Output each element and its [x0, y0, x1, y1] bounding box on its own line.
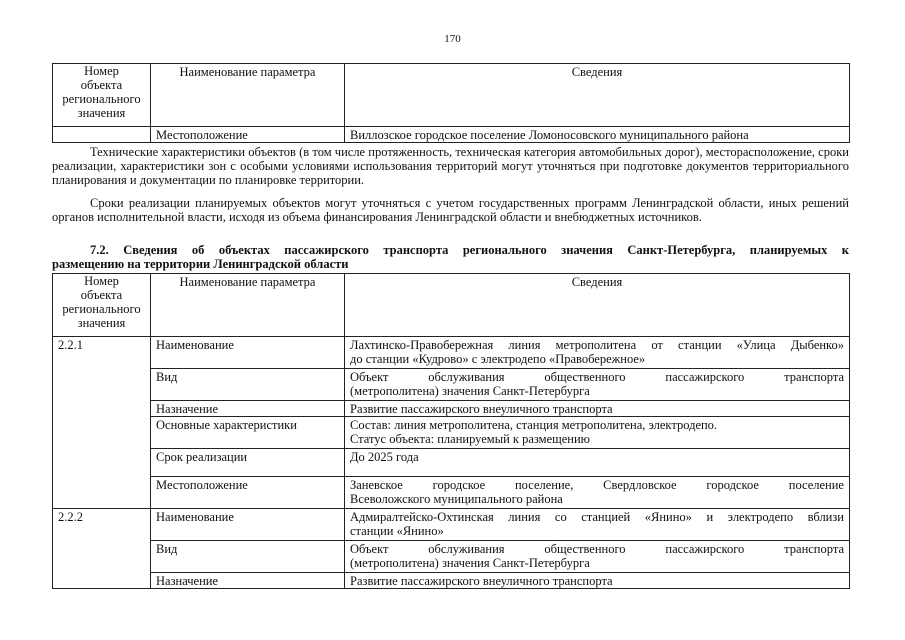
table-row — [53, 337, 850, 369]
table-row — [53, 401, 850, 417]
value-cell: Объект обслуживания общественного пассажирского транспорта (метрополитена) значения Санкт-Петербурга — [345, 369, 850, 401]
table-row — [53, 573, 850, 589]
paragraph-technical-characteristics: Технические характеристики объектов (в том числе протяженность, техническая категория автомобильных дорог), месторасположение, сроки реализации, характеристики зон с особыми условиями использования территорий могут уточняться при подготовке документов территориального планирования и документации по планировке территории. — [52, 145, 849, 187]
objects-table-top — [52, 63, 850, 143]
header-object-number: Номер объекта регионального значения — [53, 274, 151, 337]
table-row — [53, 417, 850, 449]
parameter-cell: Местоположение — [151, 127, 345, 143]
value-cell: Объект обслуживания общественного пассажирского транспорта (метрополитена) значения Санкт-Петербурга — [345, 541, 850, 573]
value-cell: Развитие пассажирского внеуличного транспорта — [345, 573, 850, 589]
header-details: Сведения — [345, 64, 850, 127]
table-row — [53, 449, 850, 477]
value-cell: Состав: линия метрополитена, станция метрополитена, электродепо. Статус объекта: планируемый к размещению — [345, 417, 850, 449]
parameter-cell: Вид — [151, 369, 345, 401]
parameter-cell: Назначение — [151, 573, 345, 589]
table-row — [53, 477, 850, 509]
parameter-cell: Назначение — [151, 401, 345, 417]
table-row — [53, 127, 850, 143]
table-header-row — [53, 64, 850, 127]
page-number: 170 — [444, 33, 461, 45]
value-cell: До 2025 года — [345, 449, 850, 477]
parameter-cell: Срок реализации — [151, 449, 345, 477]
header-parameter-name: Наименование параметра — [151, 274, 345, 337]
header-parameter-name: Наименование параметра — [151, 64, 345, 127]
parameter-cell: Наименование — [151, 337, 345, 369]
value-cell: Развитие пассажирского внеуличного транспорта — [345, 401, 850, 417]
value-cell: Адмиралтейско-Охтинская линия со станцией «Янино» и электродепо вблизи станции «Янино» — [345, 509, 850, 541]
parameter-cell: Местоположение — [151, 477, 345, 509]
objects-table-passenger-transport — [52, 273, 850, 589]
table-row — [53, 541, 850, 573]
header-object-number: Номер объекта регионального значения — [53, 64, 151, 127]
table-header-row — [53, 274, 850, 337]
value-cell: Лахтинско-Правобережная линия метрополитена от станции «Улица Дыбенко» до станции «Кудрово» с электродепо «Правобережное» — [345, 337, 850, 369]
object-number-cell: 2.2.1 — [53, 337, 151, 509]
value-cell: Виллозское городское поселение Ломоносовского муниципального района — [345, 127, 850, 143]
parameter-cell: Вид — [151, 541, 345, 573]
header-details: Сведения — [345, 274, 850, 337]
table-row — [53, 509, 850, 541]
object-number-cell: 2.2.2 — [53, 509, 151, 589]
section-heading: 7.2. Сведения об объектах пассажирского транспорта регионального значения Санкт-Петербурга, планируемых к размещению на территории Ленинградской области — [52, 243, 849, 271]
object-number-cell — [53, 127, 151, 143]
table-row — [53, 369, 850, 401]
value-cell: Заневское городское поселение, Свердловское городское поселение Всеволожского муниципального района — [345, 477, 850, 509]
parameter-cell: Наименование — [151, 509, 345, 541]
parameter-cell: Основные характеристики — [151, 417, 345, 449]
paragraph-implementation-terms: Сроки реализации планируемых объектов могут уточняться с учетом государственных программ Ленинградской области, иных решений органов исполнительной власти, исходя из объема финансирования Ленинградской области и внебюджетных источников. — [52, 196, 849, 224]
